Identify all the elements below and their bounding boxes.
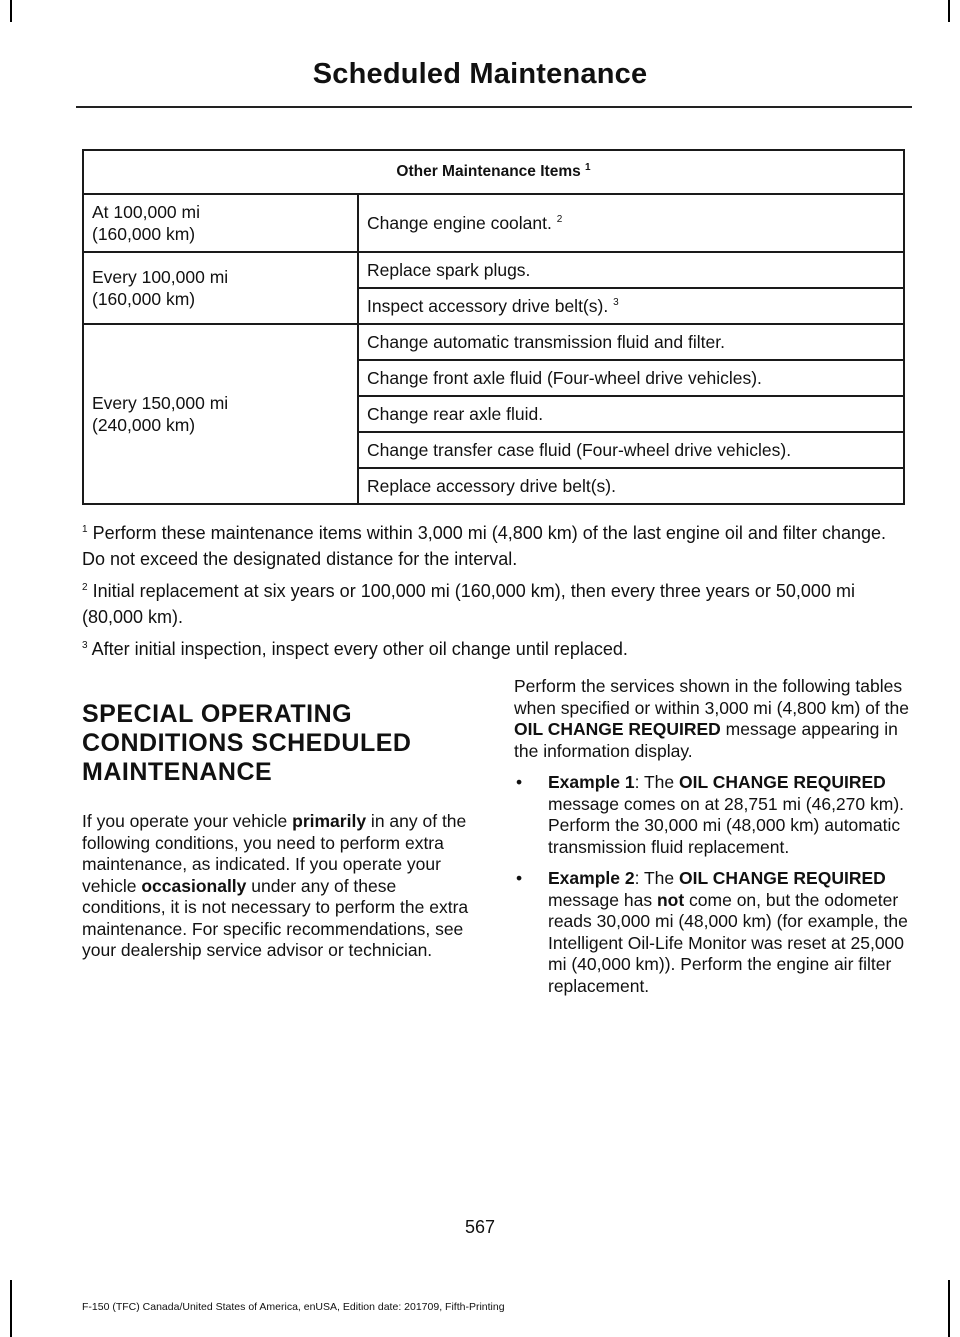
- page-title: Scheduled Maintenance: [312, 58, 648, 90]
- item-cell: Change engine coolant. $^2$: [358, 194, 904, 252]
- bullet-icon: •: [516, 772, 523, 792]
- section-heading: [82, 700, 482, 787]
- table-caption: Other Maintenance Items $^1$: [83, 150, 904, 194]
- caption-footnote-mark: 1: [585, 161, 591, 173]
- crop-mark-bottom-left: [10, 1280, 12, 1337]
- table-footnotes: [82, 520, 908, 668]
- interval-cell: Every 100,000 mi (160,000 km): [83, 252, 358, 324]
- maintenance-table: [82, 149, 905, 505]
- heading-line: SPECIAL OPERATING: [82, 700, 353, 728]
- list-item: • Example 2: The OIL CHANGE REQUIRED message has not come on, but the odometer reads 30,000 mi (48,000 km) (for example, the Intelligent Oil-Life Monitor was reset at 25,000 mi (40,000 km)). Perform the engine air filter replacement.: [516, 868, 908, 996]
- footnote-mark: 1: [82, 524, 88, 535]
- interval-cell: At 100,000 mi (160,000 km): [83, 194, 358, 252]
- footnote-text: After initial inspection, inspect every other oil change until replaced.: [91, 639, 628, 659]
- header-divider: [76, 106, 912, 108]
- footnote-text: Perform these maintenance items within 3,000 mi (4,800 km) of the last engine oil and filter change. Do not exceed the designated distance for the interval.: [82, 523, 886, 569]
- table-header-row: [83, 150, 904, 194]
- footnote: [82, 520, 908, 572]
- table-row: [83, 194, 904, 252]
- crop-mark-top-left: [10, 0, 12, 22]
- footnote-mark: 2: [82, 582, 88, 593]
- item-cell: Change rear axle fluid.: [358, 396, 904, 432]
- footnote-text: Initial replacement at six years or 100,000 mi (160,000 km), then every three years or 50,000 mi (80,000 km).: [82, 581, 855, 627]
- item-cell: Change automatic transmission fluid and filter.: [358, 324, 904, 360]
- example-list: [514, 772, 910, 997]
- list-item: • Example 1: The OIL CHANGE REQUIRED message comes on at 28,751 mi (46,270 km). Perform the 30,000 mi (48,000 km) automatic transmission fluid replacement.: [516, 772, 905, 857]
- footnote-mark: 3: [82, 640, 88, 651]
- footnote: [82, 578, 908, 630]
- edition-line: F-150 (TFC) Canada/United States of America, enUSA, Edition date: 201709, Fifth-Printing: [82, 1301, 505, 1313]
- section-intro-paragraph: If you operate your vehicle primarily in any of the following conditions, you need to perform extra maintenance, as indicated. If you operate your vehicle occasionally under any of these conditions, it is not necessary to perform the extra maintenance. For specific recommendations, see your dealership service advisor or technician.: [82, 811, 469, 960]
- table-row: [83, 324, 904, 360]
- heading-line: MAINTENANCE: [82, 758, 273, 786]
- item-cell: Change transfer case fluid (Four-wheel drive vehicles).: [358, 432, 904, 468]
- item-cell: Change front axle fluid (Four-wheel drive vehicles).: [358, 360, 904, 396]
- footnote: [82, 636, 908, 662]
- page-number: 567: [464, 1217, 496, 1237]
- right-column: [514, 676, 910, 1007]
- bullet-icon: •: [516, 868, 523, 888]
- crop-mark-bottom-right: [948, 1280, 950, 1337]
- item-footnote-mark: 3: [613, 297, 619, 309]
- item-cell: Inspect accessory drive belt(s). $^3$: [358, 288, 904, 324]
- item-cell: Replace spark plugs.: [358, 252, 904, 288]
- crop-mark-top-right: [948, 0, 950, 22]
- interval-cell: Every 150,000 mi (240,000 km): [83, 324, 358, 504]
- item-cell: Replace accessory drive belt(s).: [358, 468, 904, 504]
- item-footnote-mark: 2: [556, 214, 563, 226]
- services-intro-paragraph: Perform the services shown in the following tables when specified or within 3,000 mi (4,800 km) of the OIL CHANGE REQUIRED message appearing in the information display.: [514, 676, 909, 761]
- heading-line: CONDITIONS SCHEDULED: [82, 729, 412, 757]
- table-row: [83, 252, 904, 288]
